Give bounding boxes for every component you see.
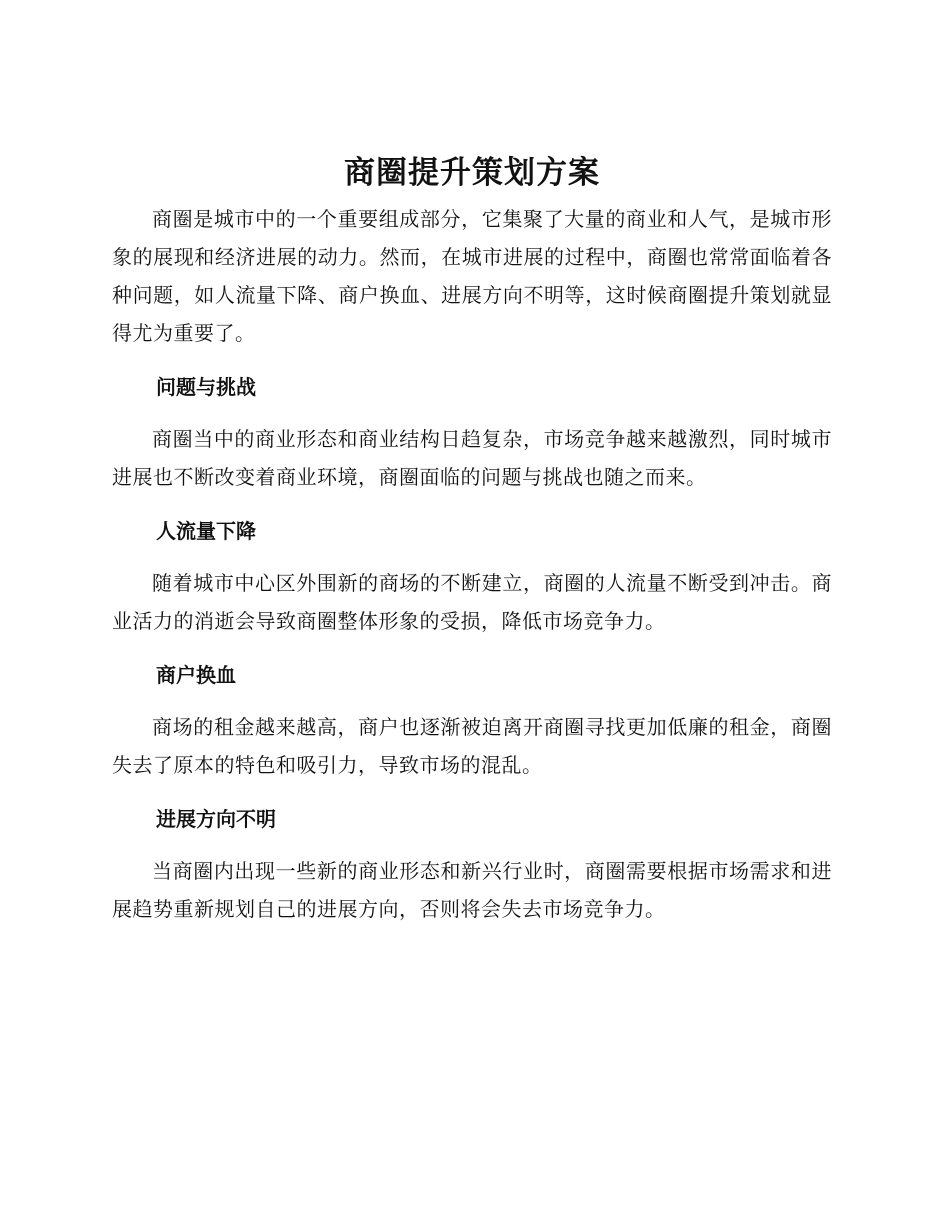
section-body-challenges: 商圈当中的商业形态和商业结构日趋复杂，市场竞争越来越激烈，同时城市进展也不断改变着商业环境，商圈面临的问题与挑战也随之而来。 bbox=[112, 427, 832, 489]
section-heading-traffic-decline: 人流量下降 bbox=[156, 519, 256, 543]
section-heading-unclear-direction: 进展方向不明 bbox=[156, 807, 276, 831]
document-page bbox=[112, 150, 832, 942]
document-title: 商圈提升策划方案 bbox=[344, 155, 600, 191]
section-heading-challenges: 问题与挑战 bbox=[156, 375, 256, 399]
intro-paragraph: 商圈是城市中的一个重要组成部分，它集聚了大量的商业和人气，是城市形象的展现和经济进展的动力。然而，在城市进展的过程中，商圈也常常面临着各种问题，如人流量下降、商户换血、进展方向不明等，这时候商圈提升策划就显得尤为重要了。 bbox=[112, 207, 832, 345]
section-body-traffic-decline: 随着城市中心区外围新的商场的不断建立，商圈的人流量不断受到冲击。商业活力的消逝会导致商圈整体形象的受损，降低市场竞争力。 bbox=[112, 571, 832, 633]
section-body-tenant-turnover: 商场的租金越来越高，商户也逐渐被迫离开商圈寻找更加低廉的租金，商圈失去了原本的特色和吸引力，导致市场的混乱。 bbox=[112, 715, 832, 777]
section-heading-tenant-turnover: 商户换血 bbox=[156, 663, 236, 687]
section-body-unclear-direction: 当商圈内出现一些新的商业形态和新兴行业时，商圈需要根据市场需求和进展趋势重新规划自己的进展方向，否则将会失去市场竞争力。 bbox=[112, 859, 832, 921]
